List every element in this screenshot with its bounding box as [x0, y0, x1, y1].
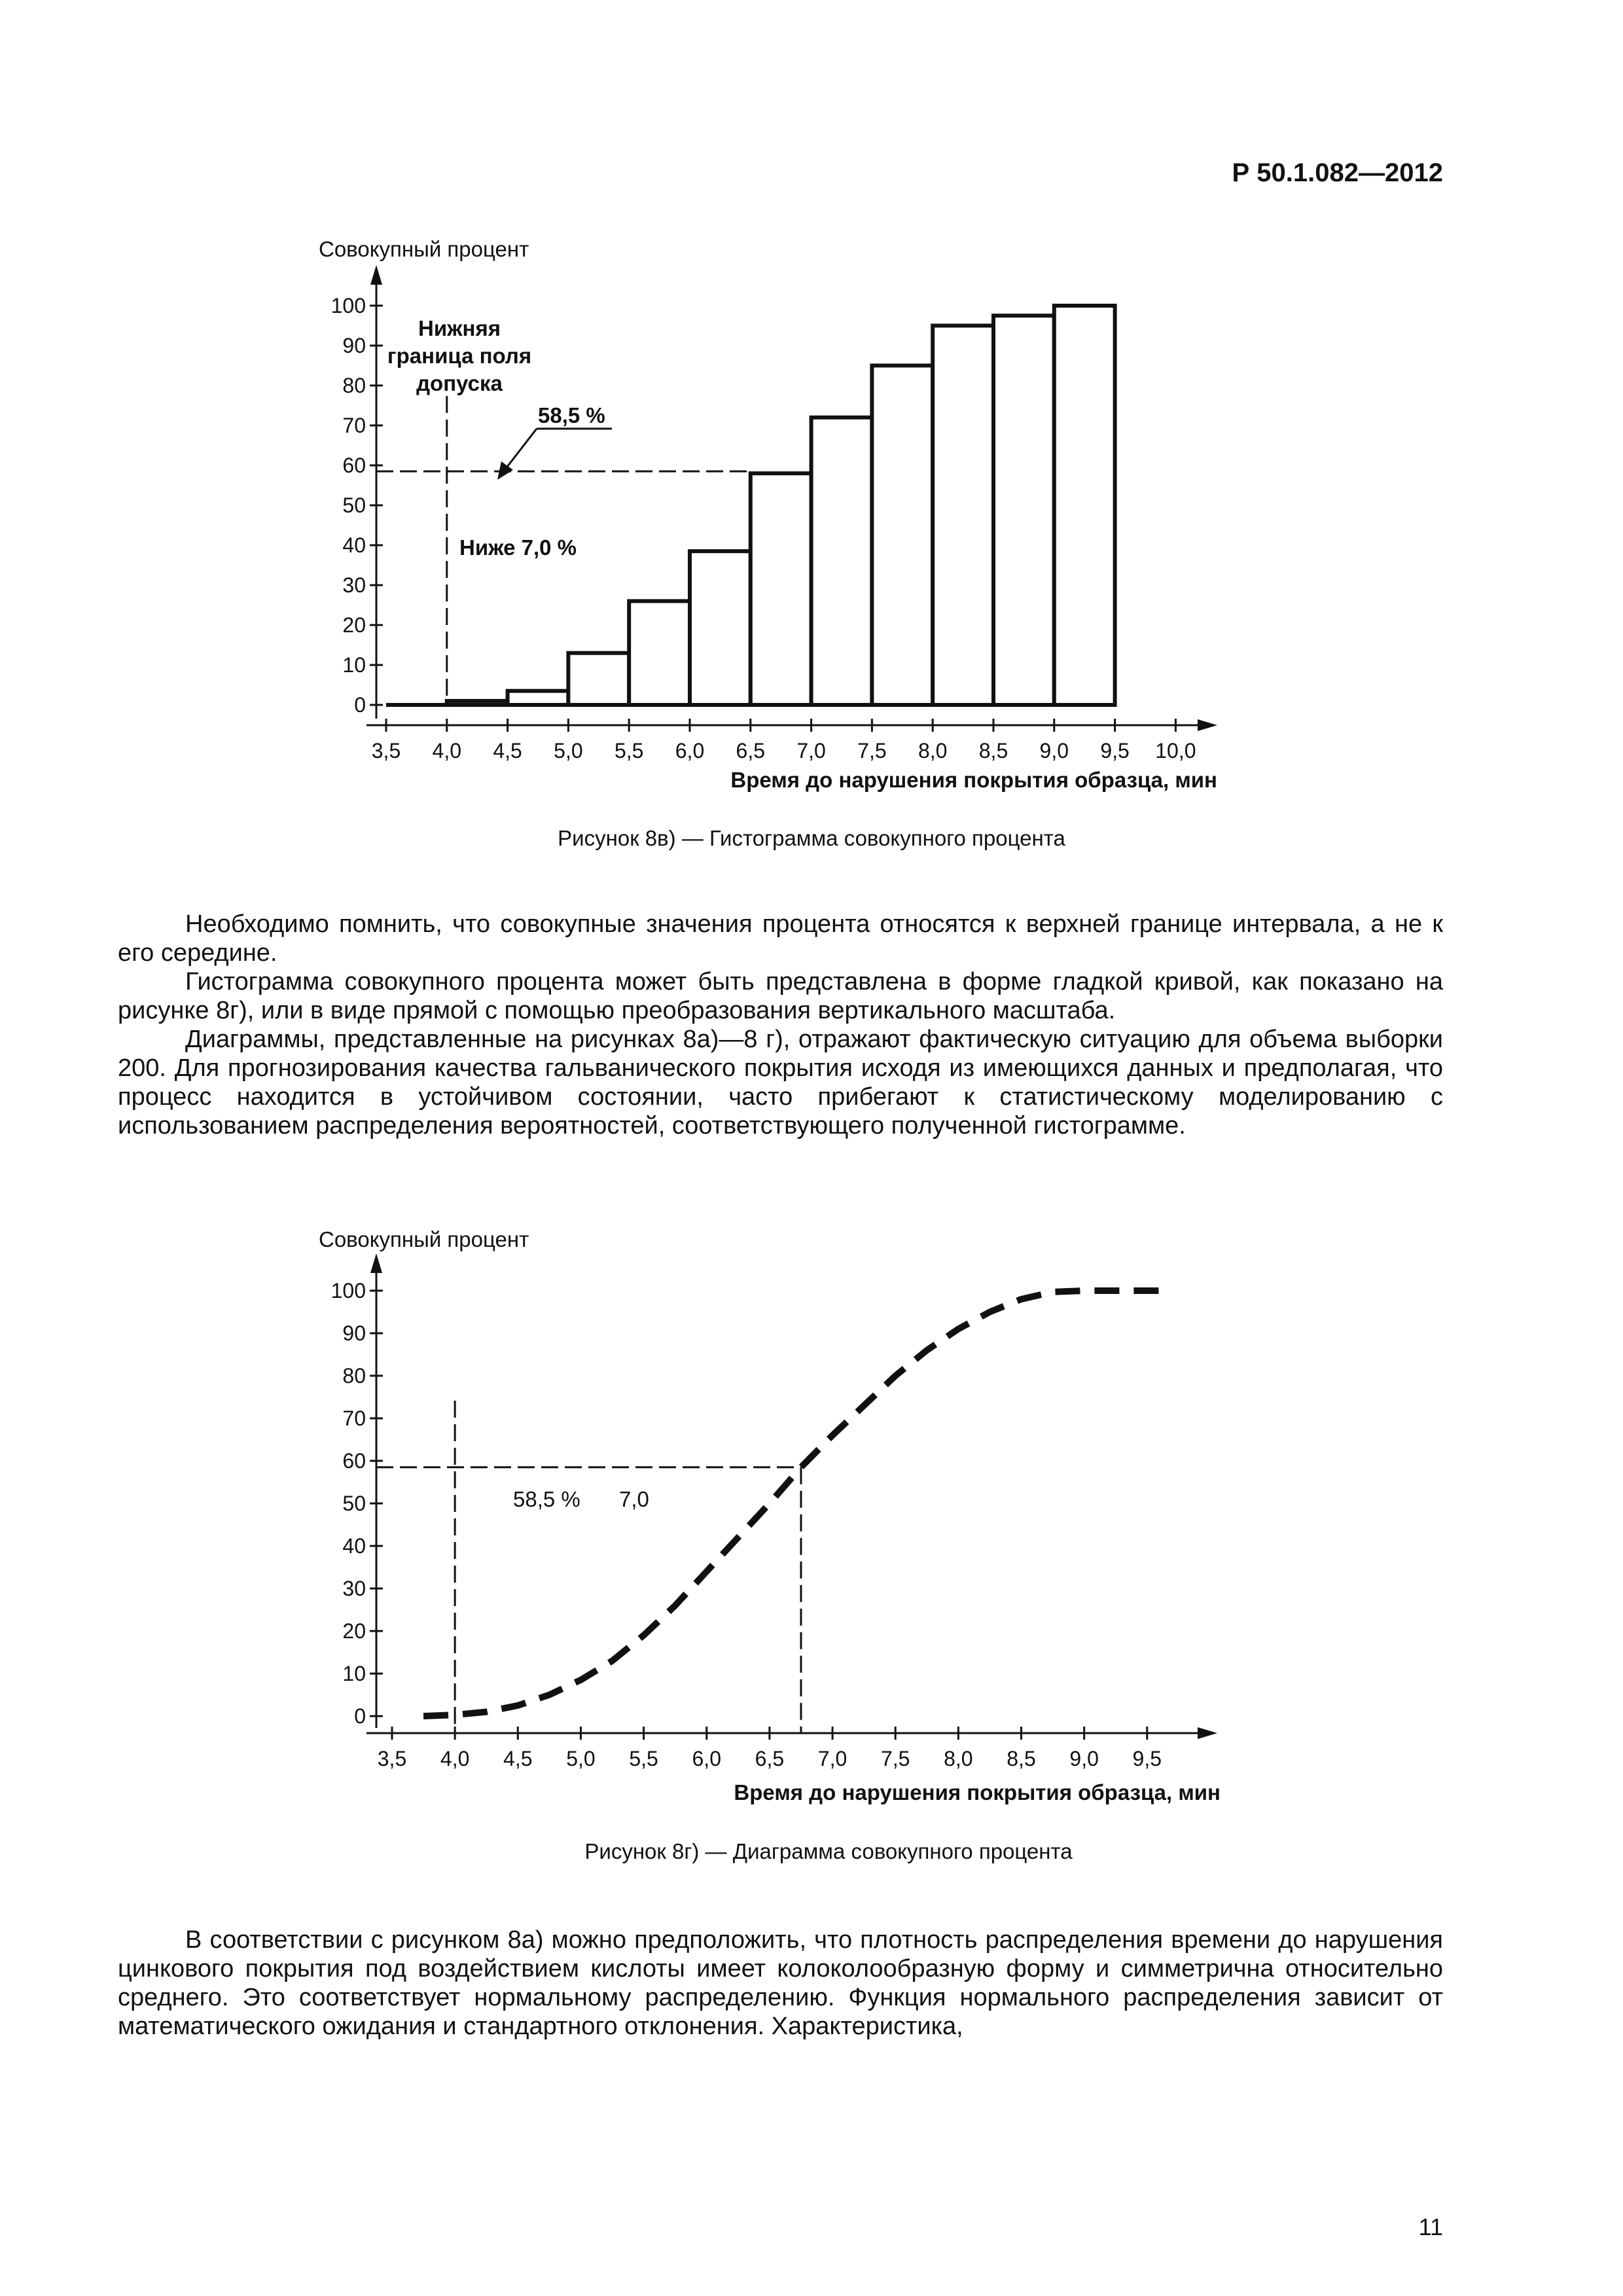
figure-8g-caption: Рисунок 8г) — Диаграмма совокупного процента	[584, 1839, 1073, 1863]
hist-y-tick-label: 90	[342, 334, 366, 357]
hist-y-tick-label: 30	[342, 573, 366, 597]
paragraph-1: Необходимо помнить, что совокупные значения процента относятся к верхней границе интервала, а не к его середине.	[118, 910, 1443, 967]
curve-x-tick-label: 4,0	[440, 1747, 470, 1770]
body-text-block-2	[118, 1926, 1443, 2041]
hist-x-tick-label: 7,5	[857, 739, 887, 762]
hist-y-tick-label: 10	[342, 653, 366, 677]
hist-x-tick-label: 9,0	[1039, 739, 1069, 762]
hist-x-tick-label: 4,5	[493, 739, 522, 762]
curve-x-tick-label: 6,5	[755, 1747, 785, 1770]
hist-y-tick-label: 20	[342, 613, 366, 637]
paragraph-3: Диаграммы, представленные на рисунках 8а)—8 г), отражают фактическую ситуацию для объема выборки 200. Для прогнозирования качества гальванического покрытия исходя из имеющихся данных и предполагая, что процесс находится в устойчивом состоянии, часто прибегают к статистическому моделированию с использованием распределения вероятностей, соответствующего полученной гистограмме.	[118, 1026, 1443, 1139]
paragraph-2: Гистограмма совокупного процента может быть представлена в форме гладкой кривой, как показано на рисунке 8г), или в виде прямой с помощью преобразования вертикального масштаба.	[118, 968, 1443, 1024]
hist-y-tick-label: 80	[342, 374, 366, 397]
curve-x-tick-label: 7,0	[817, 1747, 847, 1770]
curve-value-label: 7,0	[619, 1487, 649, 1511]
curve-y-tick-label: 20	[342, 1619, 366, 1643]
hist-lower-limit-label: граница поля	[387, 344, 532, 368]
curve-x-tick-label: 4,5	[503, 1747, 533, 1770]
hist-y-axis-label: Совокупный процент	[319, 237, 529, 261]
hist-x-tick-label: 8,0	[918, 739, 948, 762]
curve-y-tick-label: 90	[342, 1321, 366, 1345]
curve-x-tick-label: 3,5	[377, 1747, 407, 1770]
hist-y-tick-label: 70	[342, 414, 366, 437]
curve-x-tick-label: 6,0	[692, 1747, 721, 1770]
hist-x-tick-label: 7,0	[796, 739, 826, 762]
curve-y-tick-label: 40	[342, 1534, 366, 1558]
curve-y-tick-label: 60	[342, 1449, 366, 1473]
hist-y-tick-label: 0	[354, 693, 366, 717]
hist-x-tick-label: 5,0	[554, 739, 583, 762]
curve-y-tick-label: 80	[342, 1364, 366, 1388]
hist-y-tick-label: 60	[342, 454, 366, 477]
curve-y-tick-label: 10	[342, 1662, 366, 1685]
figure-8v-caption: Рисунок 8в) — Гистограмма совокупного процента	[558, 826, 1065, 850]
hist-x-tick-label: 10,0	[1155, 739, 1196, 762]
hist-percent-label: 58,5 %	[538, 403, 605, 427]
hist-x-tick-label: 6,5	[736, 739, 766, 762]
curve-y-tick-label: 30	[342, 1577, 366, 1600]
curve-y-tick-label: 0	[354, 1704, 366, 1728]
curve-x-tick-label: 5,0	[566, 1747, 596, 1770]
curve-y-tick-label: 50	[342, 1492, 366, 1515]
curve-y-axis-label: Совокупный процент	[319, 1227, 529, 1251]
curve-x-axis-arrow	[1198, 1727, 1217, 1739]
hist-lower-limit-label: допуска	[416, 371, 503, 395]
standard-number: Р 50.1.082—2012	[1232, 158, 1443, 187]
hist-y-tick-label: 50	[342, 493, 366, 517]
curve-percent-label: 58,5 %	[513, 1487, 580, 1511]
page-number: 11	[1418, 2214, 1443, 2240]
hist-x-tick-label: 8,5	[978, 739, 1008, 762]
curve-x-tick-label: 9,0	[1069, 1747, 1099, 1770]
curve-x-tick-label: 7,5	[880, 1747, 910, 1770]
hist-below-label: Ниже 7,0 %	[459, 535, 577, 560]
hist-y-tick-label: 40	[342, 533, 366, 557]
curve-x-axis-label: Время до нарушения покрытия образца, мин	[734, 1780, 1221, 1804]
hist-x-axis-label: Время до нарушения покрытия образца, мин	[730, 768, 1217, 792]
curve-x-tick-label: 5,5	[629, 1747, 658, 1770]
hist-x-tick-label: 3,5	[371, 739, 401, 762]
hist-x-tick-label: 4,0	[432, 739, 462, 762]
hist-x-tick-label: 5,5	[614, 739, 644, 762]
curve-x-tick-label: 8,0	[944, 1747, 973, 1770]
curve-x-tick-label: 9,5	[1132, 1747, 1162, 1770]
curve-y-axis-arrow	[370, 1253, 382, 1273]
curve-y-tick-label: 70	[342, 1407, 366, 1430]
curve-x-tick-label: 8,5	[1007, 1747, 1036, 1770]
paragraph-4: В соответствии с рисунком 8а) можно предположить, что плотность распределения времени до нарушения цинкового покрытия под воздействием кислоты имеет колоколообразную форму и симметрична относительно среднего. Это соответствует нормальному распределению. Функция нормального распределения зависит от математического ожидания и стандартного отклонения. Характеристика,	[118, 1926, 1443, 2040]
hist-x-tick-label: 9,5	[1100, 739, 1130, 762]
hist-x-tick-label: 6,0	[675, 739, 705, 762]
hist-y-tick-label: 100	[330, 294, 366, 317]
hist-lower-limit-label: Нижняя	[418, 316, 501, 340]
curve-y-tick-label: 100	[330, 1279, 366, 1302]
